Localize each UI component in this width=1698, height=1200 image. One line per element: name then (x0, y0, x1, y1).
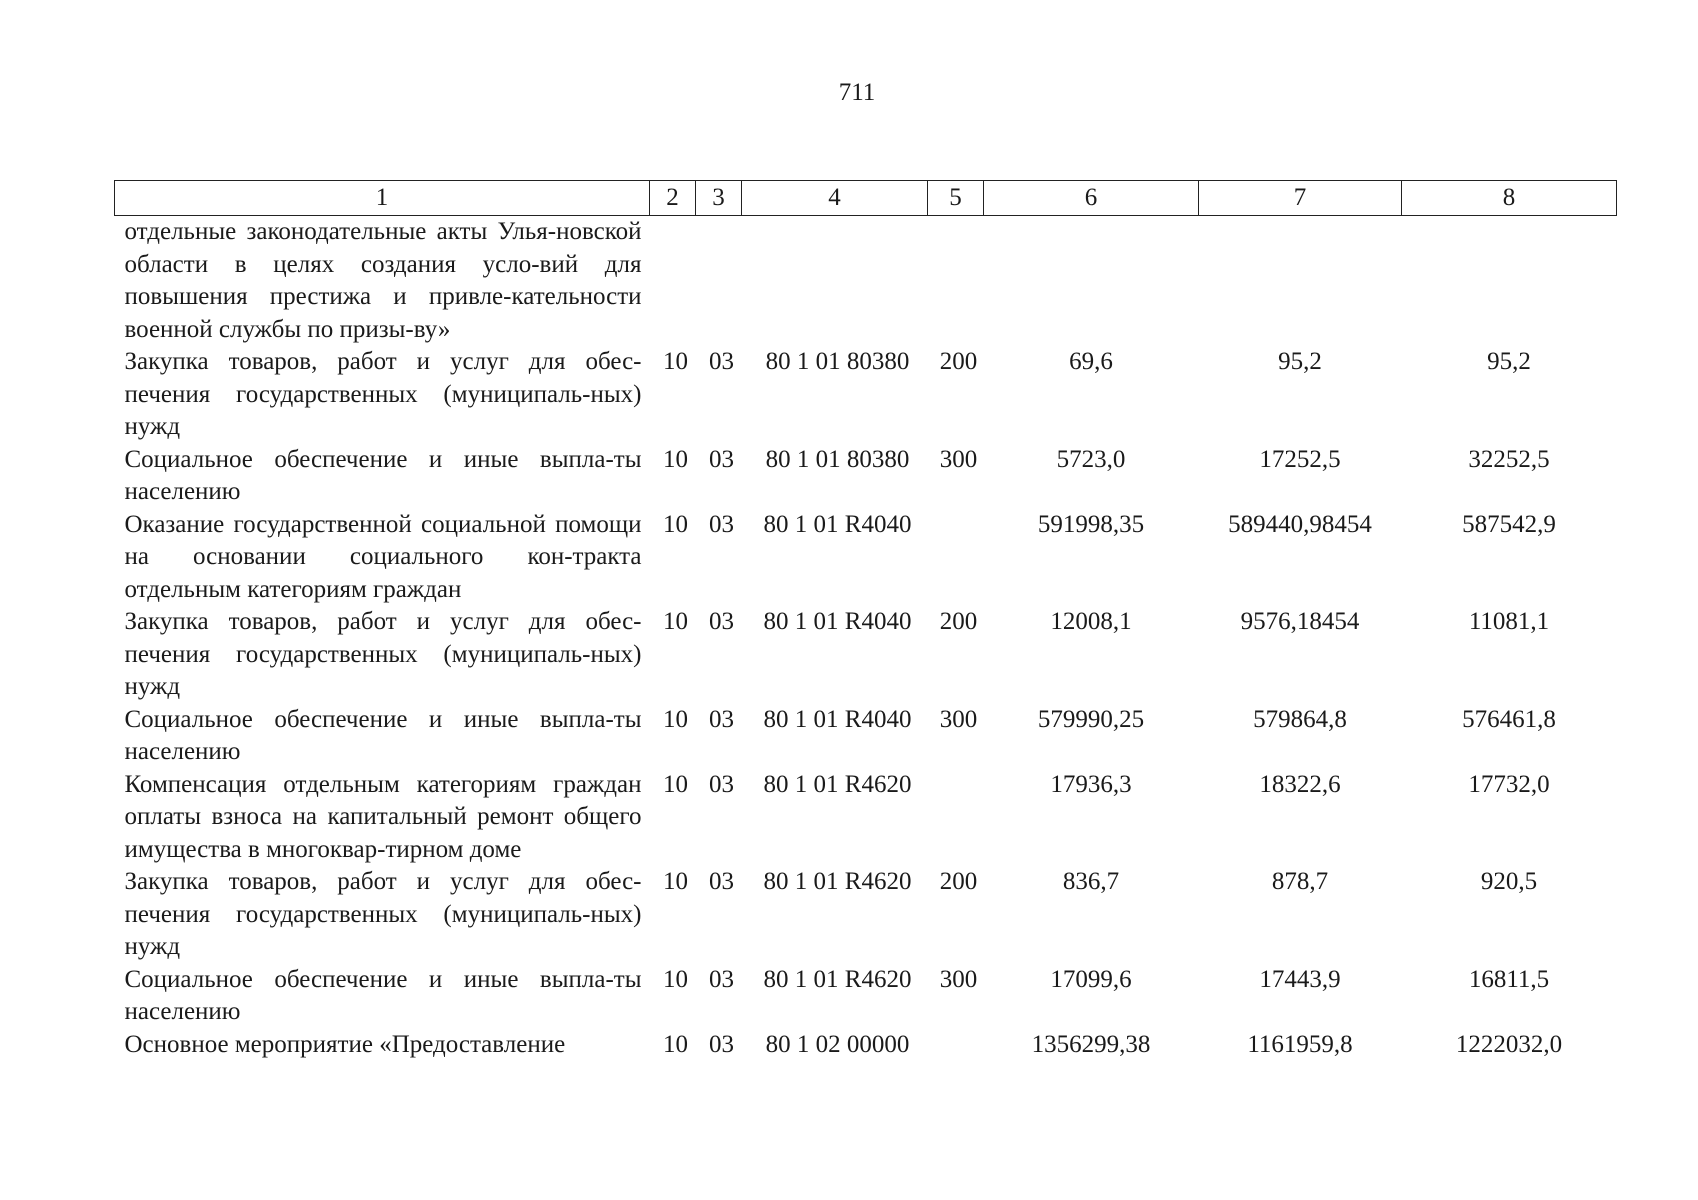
header-col-7: 7 (1199, 181, 1402, 216)
cell-expense-type: 300 (939, 445, 978, 473)
cell-description: Социальное обеспечение и иные выпла-ты населению (124, 965, 642, 1025)
budget-table (114, 180, 1617, 1061)
cell-subsection: 03 (709, 445, 734, 473)
cell-description: Закупка товаров, работ и услуг для обес-печения государственных (муниципаль-ных) нужд (124, 868, 642, 960)
page-number: 711 (838, 79, 876, 106)
cell-expense-type (928, 769, 984, 867)
cell-amount-3: 587542,9 (1462, 510, 1556, 538)
cell-expense-type (928, 216, 984, 347)
cell-description: Социальное обеспечение и иные выпла-ты населению (124, 445, 642, 505)
cell-amount-3: 920,5 (1480, 868, 1538, 895)
cell-target-article: 80 1 02 00000 (765, 1030, 910, 1058)
cell-amount-2: 878,7 (1271, 868, 1329, 895)
cell-target-article: 80 1 01 R4040 (763, 608, 912, 635)
cell-section: 10 (663, 348, 688, 375)
cell-expense-type: 200 (939, 868, 978, 895)
table-row (115, 769, 1617, 867)
cell-amount-3: 16811,5 (1468, 965, 1550, 993)
cell-target-article (742, 216, 928, 347)
cell-target-article: 80 1 01 80380 (765, 348, 910, 375)
cell-amount-3: 11081,1 (1468, 608, 1550, 635)
cell-section: 10 (663, 868, 688, 895)
cell-amount-3: 17732,0 (1468, 770, 1550, 798)
cell-section: 10 (663, 965, 688, 993)
cell-amount-2: 1161959,8 (1247, 1030, 1353, 1058)
header-col-6: 6 (984, 181, 1199, 216)
cell-amount-1: 579990,25 (1037, 705, 1145, 733)
header-col-2: 2 (650, 181, 696, 216)
table-row (115, 216, 1617, 347)
cell-target-article: 80 1 01 R4040 (763, 510, 912, 538)
cell-description: Закупка товаров, работ и услуг для обес-печения государственных (муниципаль-ных) нужд (124, 348, 642, 440)
cell-amount-1: 1356299,38 (1031, 1030, 1151, 1058)
cell-target-article: 80 1 01 R4620 (763, 770, 912, 798)
cell-subsection (696, 216, 742, 347)
cell-subsection: 03 (709, 705, 734, 733)
cell-amount-2 (1199, 216, 1402, 347)
cell-section: 10 (663, 705, 688, 733)
cell-subsection: 03 (709, 965, 734, 993)
cell-amount-2: 17252,5 (1259, 445, 1341, 473)
cell-expense-type (928, 509, 984, 607)
header-col-8: 8 (1402, 181, 1617, 216)
header-col-3: 3 (696, 181, 742, 216)
cell-expense-type: 200 (939, 348, 978, 375)
header-col-4: 4 (742, 181, 928, 216)
cell-amount-2: 95,2 (1278, 348, 1322, 375)
cell-description: отдельные законодательные акты Улья-новской области в целях создания усло-вий для повышения престижа и привле-кательности военной службы по призы-ву» (124, 218, 642, 343)
table-row (115, 606, 1617, 704)
cell-target-article: 80 1 01 R4620 (763, 965, 912, 993)
cell-expense-type (928, 1029, 984, 1062)
cell-target-article: 80 1 01 R4620 (763, 868, 912, 895)
cell-expense-type: 300 (939, 705, 978, 733)
table-row (115, 704, 1617, 769)
cell-amount-2: 17443,9 (1259, 965, 1341, 993)
cell-description: Закупка товаров, работ и услуг для обес-печения государственных (муниципаль-ных) нужд (124, 608, 642, 700)
table-row (115, 509, 1617, 607)
cell-section: 10 (663, 510, 688, 538)
cell-subsection: 03 (709, 868, 734, 895)
cell-subsection: 03 (709, 608, 734, 635)
cell-amount-3 (1402, 216, 1617, 347)
cell-description: Социальное обеспечение и иные выпла-ты населению (124, 705, 642, 765)
header-col-5: 5 (928, 181, 984, 216)
cell-expense-type: 300 (939, 965, 978, 993)
cell-amount-1: 17936,3 (1050, 770, 1132, 798)
cell-amount-1: 17099,6 (1050, 965, 1132, 993)
cell-section (650, 216, 696, 347)
table-row (115, 866, 1617, 964)
cell-amount-2: 579864,8 (1253, 705, 1347, 733)
table-row (115, 964, 1617, 1029)
cell-amount-2: 9576,18454 (1240, 608, 1360, 635)
cell-amount-1: 12008,1 (1050, 608, 1132, 635)
cell-amount-1: 591998,35 (1037, 510, 1145, 538)
cell-amount-1 (984, 216, 1199, 347)
cell-amount-3: 95,2 (1487, 348, 1531, 375)
cell-description: Оказание государственной социальной помощи на основании социального кон-тракта отдельным категориям граждан (124, 510, 642, 603)
header-col-1: 1 (115, 181, 650, 216)
cell-section: 10 (663, 770, 688, 798)
table-header (115, 181, 1617, 216)
cell-target-article: 80 1 01 80380 (765, 445, 910, 473)
table-row (115, 346, 1617, 444)
cell-amount-3: 576461,8 (1462, 705, 1556, 733)
cell-subsection: 03 (709, 1030, 734, 1058)
cell-amount-3: 32252,5 (1468, 445, 1550, 473)
cell-amount-2: 589440,98454 (1228, 510, 1372, 538)
cell-subsection: 03 (709, 348, 734, 375)
cell-section: 10 (663, 608, 688, 635)
cell-description: Основное мероприятие «Предоставление (124, 1030, 566, 1058)
cell-subsection: 03 (709, 510, 734, 538)
table-row (115, 1029, 1617, 1062)
header-row (115, 181, 1617, 216)
cell-amount-1: 69,6 (1069, 348, 1113, 375)
cell-subsection: 03 (709, 770, 734, 798)
cell-amount-1: 5723,0 (1056, 445, 1126, 473)
cell-section: 10 (663, 445, 688, 473)
cell-amount-2: 18322,6 (1259, 770, 1341, 798)
cell-amount-3: 1222032,0 (1455, 1030, 1563, 1058)
cell-expense-type: 200 (939, 608, 978, 635)
cell-target-article: 80 1 01 R4040 (763, 705, 912, 733)
table-body (115, 216, 1617, 1062)
cell-amount-1: 836,7 (1062, 868, 1120, 895)
table-row (115, 444, 1617, 509)
cell-description: Компенсация отдельным категориям граждан оплаты взноса на капитальный ремонт общего имущества в многоквар-тирном доме (124, 770, 642, 863)
cell-section: 10 (663, 1030, 688, 1058)
